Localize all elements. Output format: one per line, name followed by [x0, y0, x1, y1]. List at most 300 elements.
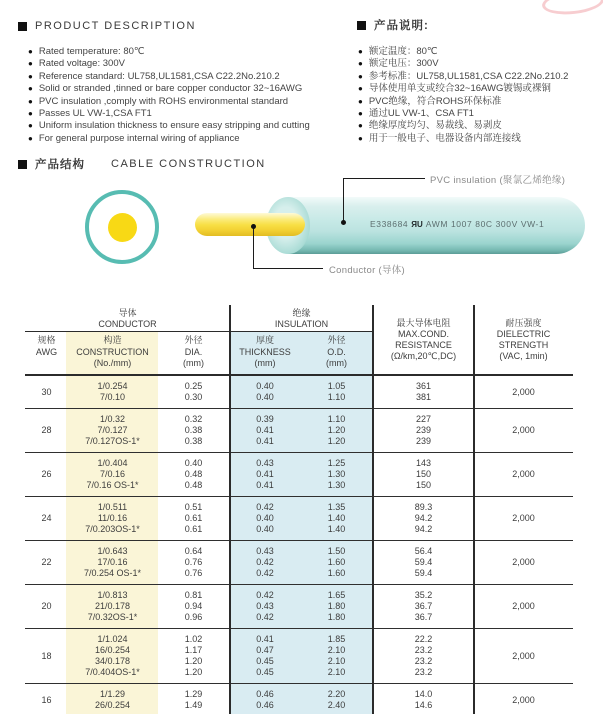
- col-label-en: AWG: [35, 346, 58, 357]
- resistance-value: 56.4: [414, 546, 433, 556]
- strength-cell: [474, 453, 573, 496]
- construction-value: 1/0.643: [97, 546, 128, 556]
- dia-cell: [157, 585, 230, 628]
- conductor-leader-line-v: [253, 227, 254, 269]
- thickness-value: 0.46: [256, 700, 274, 710]
- bullet-item: [28, 83, 346, 95]
- col-unit: (mm): [326, 358, 347, 368]
- bullet-item: [358, 133, 598, 145]
- od-value: 1.50: [327, 546, 346, 556]
- ul-file-number: E338684: [370, 219, 409, 229]
- od-value: 2.10: [327, 667, 346, 677]
- construction-cell: [68, 497, 157, 540]
- od-value: 1.80: [327, 601, 346, 611]
- strength-cell: [474, 497, 573, 540]
- bullet-icon: ●: [28, 59, 33, 69]
- awg-value: 24: [41, 513, 52, 523]
- construction-value: 1/1.024: [97, 634, 128, 644]
- resistance-cell: [373, 541, 474, 584]
- dia-value: 0.61: [184, 513, 203, 523]
- bullet-icon: ●: [28, 121, 33, 131]
- resistance-cell: [373, 409, 474, 452]
- bullet-icon: ●: [28, 84, 33, 94]
- thickness-value: 0.45: [256, 656, 274, 666]
- heading-text: PRODUCT DESCRIPTION: [35, 20, 196, 32]
- awg-value: 22: [41, 557, 52, 567]
- resistance-column-header: [373, 305, 474, 374]
- od-value: 1.40: [327, 513, 346, 523]
- table-row-awg-26: [25, 453, 573, 497]
- construction-value: 7/0.16 OS-1*: [86, 480, 139, 490]
- bullet-text: Solid or stranded ,tinned or bare copper conductor 32~16AWG: [38, 83, 303, 95]
- construction-value: 17/0.16: [97, 557, 128, 567]
- construction-cell: [68, 376, 157, 408]
- construction-value: 34/0.178: [94, 656, 131, 666]
- od-value: 1.40: [327, 524, 346, 534]
- dia-value: 0.76: [184, 557, 203, 567]
- dia-cell: [157, 453, 230, 496]
- bullet-text: PVC绝缘，符合ROHS环保标准: [368, 95, 502, 107]
- resistance-value: 14.0: [414, 689, 433, 699]
- bullet-icon: ●: [28, 109, 33, 119]
- od-cell: [300, 497, 373, 540]
- thickness-value: 0.46: [256, 689, 274, 699]
- table-divider-2: [372, 305, 374, 714]
- bullet-item: [358, 83, 598, 95]
- awg-column-header: [25, 332, 68, 374]
- conductor-leader-dot: [251, 224, 256, 229]
- bullet-item: [28, 120, 346, 132]
- dia-value: 0.96: [184, 612, 203, 622]
- awg-cell: [25, 497, 68, 540]
- construction-cell: [68, 585, 157, 628]
- thickness-cell: [230, 497, 300, 540]
- od-cell: [300, 684, 373, 714]
- cable-construction-heading: [18, 156, 266, 172]
- square-bullet-icon: [18, 160, 27, 169]
- dia-value: 1.20: [184, 667, 203, 677]
- thickness-value: 0.43: [256, 546, 274, 556]
- resistance-value: 150: [415, 480, 432, 490]
- cable-cross-section-diagram: [85, 190, 159, 264]
- col-unit: (mm): [254, 358, 276, 368]
- spec-table: [25, 305, 573, 714]
- bullet-icon: ●: [358, 96, 363, 106]
- group-label-cn: 绝缘: [292, 308, 311, 318]
- thickness-value: 0.40: [256, 513, 274, 523]
- dia-value: 1.02: [184, 634, 203, 644]
- heading-text-cn: 产品结构: [35, 159, 85, 171]
- thickness-value: 0.43: [256, 458, 274, 468]
- col-label-cn: 外径: [327, 335, 346, 345]
- col-unit: (No./mm): [93, 358, 132, 368]
- resistance-value: 36.7: [414, 601, 433, 611]
- thickness-value: 0.39: [256, 414, 274, 424]
- group-label-cn: 导体: [118, 308, 137, 318]
- group-label-en: CONDUCTOR: [98, 319, 157, 329]
- construction-cell: [68, 409, 157, 452]
- bullet-text: 绝缘厚度均匀、易裁线、易剥皮: [368, 120, 502, 132]
- bullet-item: [28, 46, 346, 58]
- bullet-item: [28, 133, 346, 145]
- col-label-en: THICKNESS: [239, 346, 291, 357]
- construction-value: 7/0.254 OS-1*: [83, 568, 142, 578]
- od-cell: [300, 541, 373, 584]
- col-unit: (mm): [183, 358, 204, 368]
- product-description-list: [28, 46, 346, 145]
- resistance-value: 23.2: [414, 645, 433, 655]
- dia-cell: [157, 541, 230, 584]
- thickness-cell: [230, 409, 300, 452]
- strength-cell: [474, 629, 573, 683]
- thickness-value: 0.40: [256, 524, 274, 534]
- bullet-text: Rated voltage: 300V: [38, 58, 125, 70]
- construction-value: 7/0.404OS-1*: [85, 667, 140, 677]
- construction-value: 1/0.511: [97, 502, 128, 512]
- construction-value: 16/0.254: [94, 645, 131, 655]
- construction-cell: [68, 629, 157, 683]
- od-column-header: [300, 332, 373, 374]
- od-value: 1.85: [327, 634, 346, 644]
- od-value: 1.05: [327, 381, 346, 391]
- table-divider-1: [229, 305, 231, 714]
- od-value: 1.30: [327, 469, 346, 479]
- table-row-awg-20: [25, 585, 573, 629]
- table-row-awg-24: [25, 497, 573, 541]
- resistance-value: 94.2: [414, 524, 433, 534]
- od-value: 1.80: [327, 612, 346, 622]
- awg-value: 16: [41, 694, 52, 705]
- dia-value: 0.32: [184, 414, 203, 424]
- group-label-en: INSULATION: [274, 319, 329, 329]
- resistance-value: 227: [415, 414, 432, 424]
- thickness-value: 0.43: [256, 601, 274, 611]
- od-value: 1.20: [327, 436, 346, 446]
- resistance-value: 23.2: [414, 667, 433, 677]
- pvc-leader-line-v: [343, 178, 344, 223]
- conductor-group-header: [25, 305, 230, 332]
- strength-column-header: [474, 305, 573, 374]
- bullet-text: Uniform insulation thickness to ensure easy stripping and cutting: [38, 120, 310, 132]
- strength-cell: [474, 376, 573, 408]
- od-value: 1.65: [327, 590, 346, 600]
- strength-value: 2,000: [512, 601, 535, 611]
- od-value: 1.10: [327, 414, 346, 424]
- thickness-cell: [230, 541, 300, 584]
- col-label-cn: 耐压强度: [505, 317, 542, 328]
- thickness-value: 0.42: [256, 568, 274, 578]
- resistance-value: 59.4: [414, 557, 433, 567]
- bullet-icon: ●: [28, 47, 33, 56]
- resistance-cell: [373, 497, 474, 540]
- col-label-en1: MAX.COND.: [397, 328, 449, 339]
- awg-value: 18: [41, 650, 52, 661]
- dia-value: 0.48: [184, 469, 203, 479]
- strength-cell: [474, 409, 573, 452]
- awg-value: 20: [41, 601, 52, 611]
- table-row-awg-30: [25, 376, 573, 409]
- ul-recognized-icon: ЯU: [411, 220, 423, 229]
- dia-value: 0.64: [184, 546, 203, 556]
- dia-cell: [157, 497, 230, 540]
- col-unit: (Ω/km,20℃,DC): [390, 350, 457, 361]
- col-label-en: O.D.: [327, 346, 346, 357]
- bullet-text: Rated temperature: 80℃: [38, 46, 145, 57]
- thickness-value: 0.42: [256, 612, 274, 622]
- table-row-awg-16: [25, 684, 573, 714]
- square-bullet-icon: [357, 21, 366, 30]
- resistance-cell: [373, 585, 474, 628]
- product-description-heading: [18, 20, 196, 32]
- strength-value: 2,000: [512, 650, 535, 661]
- dia-column-header: [157, 332, 230, 374]
- thickness-value: 0.41: [256, 469, 274, 479]
- col-unit: (VAC, 1min): [499, 350, 548, 361]
- awg-value: 30: [41, 386, 52, 397]
- od-value: 2.40: [327, 700, 346, 710]
- table-row-awg-18: [25, 629, 573, 684]
- bullet-text: PVC insulation ,comply with ROHS environmental standard: [38, 95, 289, 107]
- resistance-value: 239: [415, 436, 432, 446]
- resistance-value: 143: [415, 458, 432, 468]
- strength-cell: [474, 684, 573, 714]
- thickness-value: 0.45: [256, 667, 274, 677]
- col-label-cn: 构造: [103, 335, 122, 345]
- heading-text-en: CABLE CONSTRUCTION: [111, 158, 266, 170]
- dia-cell: [157, 409, 230, 452]
- construction-value: 7/0.10: [99, 392, 126, 402]
- strength-cell: [474, 585, 573, 628]
- bullet-item: [358, 71, 598, 83]
- od-cell: [300, 629, 373, 683]
- thickness-value: 0.40: [256, 381, 274, 391]
- bullet-icon: ●: [358, 59, 363, 69]
- bullet-text: Passes UL VW-1,CSA FT1: [38, 108, 152, 120]
- dia-value: 0.94: [184, 601, 203, 611]
- bullet-text: 额定电压：300V: [368, 58, 439, 70]
- awg-cell: [25, 585, 68, 628]
- bullet-text: For general purpose internal wiring of appliance: [38, 132, 240, 144]
- dia-value: 0.81: [184, 590, 203, 600]
- bullet-item: [358, 46, 598, 58]
- strength-value: 2,000: [512, 513, 535, 523]
- od-cell: [300, 585, 373, 628]
- thickness-column-header: [230, 332, 300, 374]
- bullet-icon: ●: [358, 71, 363, 81]
- heading-text: 产品说明:: [374, 20, 429, 32]
- dia-value: 1.29: [184, 689, 203, 699]
- od-value: 1.35: [327, 502, 346, 512]
- construction-cell: [68, 684, 157, 714]
- resistance-cell: [373, 376, 474, 408]
- thickness-cell: [230, 629, 300, 683]
- pvc-leader-dot: [341, 220, 346, 225]
- resistance-value: 239: [415, 425, 432, 435]
- col-label-cn: 规格: [37, 335, 56, 345]
- col-label-en: CONSTRUCTION: [76, 346, 149, 357]
- bullet-item: [28, 108, 346, 120]
- thickness-value: 0.42: [256, 590, 274, 600]
- strength-value: 2,000: [512, 469, 535, 479]
- od-cell: [300, 409, 373, 452]
- bullet-item: [28, 58, 346, 70]
- thickness-value: 0.47: [256, 645, 274, 655]
- strength-value: 2,000: [512, 694, 535, 705]
- resistance-value: 36.7: [414, 612, 433, 622]
- insulation-group-header: [230, 305, 373, 332]
- od-value: 2.20: [327, 689, 346, 699]
- awg-cell: [25, 376, 68, 408]
- resistance-cell: [373, 684, 474, 714]
- resistance-value: 361: [415, 381, 432, 391]
- col-label-en2: STRENGTH: [498, 339, 549, 350]
- dia-value: 0.30: [184, 392, 203, 402]
- dia-value: 1.20: [184, 656, 203, 666]
- od-cell: [300, 376, 373, 408]
- col-label-cn: 厚度: [255, 335, 274, 345]
- dia-value: 0.48: [184, 480, 203, 490]
- construction-value: 7/0.16: [99, 469, 126, 479]
- table-row-awg-22: [25, 541, 573, 585]
- dia-cell: [157, 376, 230, 408]
- awg-cell: [25, 541, 68, 584]
- resistance-value: 381: [415, 392, 432, 402]
- bullet-text: Reference standard: UL758,UL1581,CSA C22.2No.210.2: [38, 70, 280, 82]
- dia-value: 0.38: [184, 425, 203, 435]
- construction-value: 1/0.254: [97, 381, 128, 391]
- bullet-item: [28, 96, 346, 108]
- bullet-item: [358, 120, 598, 132]
- awg-cell: [25, 684, 68, 714]
- bullet-text: 导体使用单支或绞合32~16AWG镀锡或裸铜: [368, 83, 551, 95]
- product-description-cn-list: [358, 46, 598, 145]
- col-label-en: DIA.: [184, 346, 203, 357]
- bullet-text: 通过UL VW-1、CSA FT1: [368, 108, 474, 120]
- bullet-text: 用于一般电子、电器设备内部连接线: [368, 132, 521, 144]
- construction-value: 1/0.404: [97, 458, 128, 468]
- construction-value: 1/1.29: [99, 689, 126, 699]
- od-value: 1.60: [327, 568, 346, 578]
- construction-value: 7/0.127: [97, 425, 128, 435]
- cable-rating-text: AWM 1007 80C 300V VW-1: [425, 219, 545, 229]
- construction-cell: [68, 541, 157, 584]
- bullet-item: [358, 96, 598, 108]
- resistance-value: 150: [415, 469, 432, 479]
- resistance-cell: [373, 453, 474, 496]
- square-bullet-icon: [18, 22, 27, 31]
- conductor-leader-line-h: [253, 268, 323, 269]
- awg-cell: [25, 409, 68, 452]
- construction-value: 21/0.178: [94, 601, 131, 611]
- construction-value: 11/0.16: [97, 513, 128, 523]
- construction-value: 7/0.127OS-1*: [85, 436, 140, 446]
- dia-value: 0.38: [184, 436, 203, 446]
- resistance-value: 59.4: [414, 568, 433, 578]
- awg-value: 26: [41, 469, 52, 479]
- bullet-item: [358, 108, 598, 120]
- bullet-item: [28, 71, 346, 83]
- resistance-value: 22.2: [414, 634, 433, 644]
- pvc-insulation-label: PVC insulation (聚氯乙烯绝缘): [430, 175, 566, 186]
- od-value: 1.10: [327, 392, 346, 402]
- strength-cell: [474, 541, 573, 584]
- thickness-cell: [230, 585, 300, 628]
- dia-cell: [157, 684, 230, 714]
- partial-logo-mark: [541, 0, 603, 17]
- dia-value: 1.49: [184, 700, 203, 710]
- bullet-text: 额定温度：80℃: [368, 46, 438, 57]
- od-value: 1.20: [327, 425, 346, 435]
- col-label-en2: RESISTANCE: [395, 339, 452, 350]
- od-value: 2.10: [327, 645, 346, 655]
- awg-cell: [25, 453, 68, 496]
- dia-value: 0.40: [184, 458, 203, 468]
- spec-table-header: [25, 305, 573, 376]
- resistance-value: 89.3: [414, 502, 433, 512]
- construction-cell: [68, 453, 157, 496]
- resistance-cell: [373, 629, 474, 683]
- bullet-icon: ●: [358, 84, 363, 94]
- thickness-cell: [230, 376, 300, 408]
- resistance-value: 94.2: [414, 513, 433, 523]
- product-description-cn-heading: [357, 17, 429, 33]
- conductor-label: Conductor (导体): [329, 265, 405, 276]
- dia-value: 0.25: [184, 381, 203, 391]
- bullet-icon: ●: [28, 96, 33, 106]
- strength-value: 2,000: [512, 425, 535, 435]
- dia-value: 0.61: [184, 524, 203, 534]
- od-cell: [300, 453, 373, 496]
- resistance-value: 14.6: [414, 700, 433, 710]
- bullet-icon: ●: [28, 133, 33, 143]
- col-label-cn: 外径: [184, 335, 203, 345]
- awg-cell: [25, 629, 68, 683]
- dia-value: 0.76: [184, 568, 203, 578]
- strength-value: 2,000: [512, 386, 535, 397]
- col-label-en1: DIELECTRIC: [496, 328, 551, 339]
- dia-value: 1.17: [184, 645, 203, 655]
- dia-cell: [157, 629, 230, 683]
- dia-value: 0.51: [184, 502, 203, 512]
- table-divider-3: [473, 305, 475, 714]
- resistance-value: 23.2: [414, 656, 433, 666]
- thickness-cell: [230, 453, 300, 496]
- col-label-cn: 最大导体电阻: [396, 317, 451, 328]
- thickness-value: 0.42: [256, 502, 274, 512]
- thickness-value: 0.42: [256, 557, 274, 567]
- thickness-value: 0.41: [256, 634, 274, 644]
- bullet-item: [358, 58, 598, 70]
- bullet-icon: ●: [358, 109, 363, 119]
- od-value: 1.25: [327, 458, 346, 468]
- conductor-core-circle: [108, 213, 137, 242]
- od-value: 1.60: [327, 557, 346, 567]
- thickness-value: 0.40: [256, 392, 274, 402]
- strength-value: 2,000: [512, 557, 535, 567]
- thickness-value: 0.41: [256, 480, 274, 490]
- bullet-icon: ●: [358, 133, 363, 143]
- pvc-leader-line-h: [343, 178, 425, 179]
- awg-value: 28: [41, 425, 52, 435]
- thickness-value: 0.41: [256, 436, 274, 446]
- bullet-icon: ●: [358, 47, 363, 56]
- thickness-cell: [230, 684, 300, 714]
- resistance-value: 35.2: [414, 590, 433, 600]
- cable-conductor-rod: [195, 213, 305, 236]
- construction-value: 1/0.813: [97, 590, 128, 600]
- thickness-value: 0.41: [256, 425, 274, 435]
- table-row-awg-28: [25, 409, 573, 453]
